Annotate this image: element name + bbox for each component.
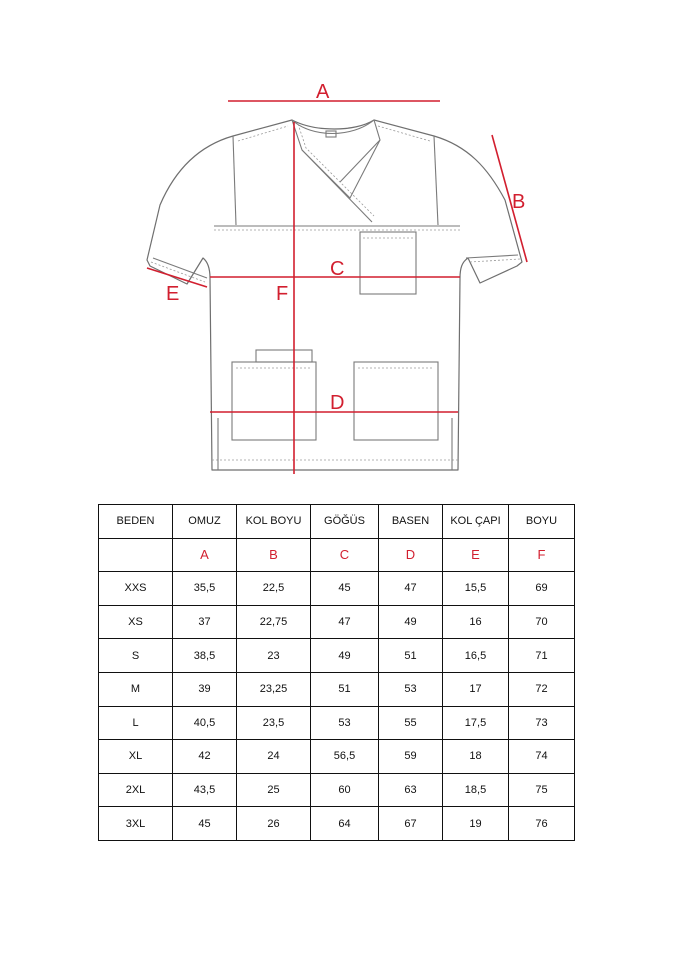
- table-cell: 47: [311, 605, 379, 639]
- header-row: [99, 505, 575, 539]
- measure-label-b: B: [512, 191, 526, 213]
- table-cell: 40,5: [173, 706, 237, 740]
- table-cell: 23,25: [237, 672, 311, 706]
- table-cell: 16,5: [443, 639, 509, 673]
- table-cell: 49: [311, 639, 379, 673]
- table-cell: 49: [379, 605, 443, 639]
- table-cell: 17: [443, 672, 509, 706]
- table-cell: 75: [509, 773, 575, 807]
- table-cell: 25: [237, 773, 311, 807]
- letter-row: [99, 538, 575, 572]
- measure-label-a: A: [316, 81, 330, 103]
- table-cell: 15,5: [443, 572, 509, 606]
- table-cell: 60: [311, 773, 379, 807]
- table-cell: L: [99, 706, 173, 740]
- table-cell: 63: [379, 773, 443, 807]
- table-cell: 53: [379, 672, 443, 706]
- table-cell: 56,5: [311, 740, 379, 774]
- table-cell: 18,5: [443, 773, 509, 807]
- table-cell: 42: [173, 740, 237, 774]
- table-cell: 22,75: [237, 605, 311, 639]
- header-cell: BOYU: [509, 505, 575, 539]
- header-cell: BEDEN: [99, 505, 173, 539]
- table-cell: 2XL: [99, 773, 173, 807]
- letter-cell: [99, 538, 173, 572]
- table-cell: XXS: [99, 572, 173, 606]
- table-cell: 35,5: [173, 572, 237, 606]
- header-cell: KOL BOYU: [237, 505, 311, 539]
- table-cell: 51: [311, 672, 379, 706]
- table-row: [99, 807, 575, 841]
- table-cell: 45: [173, 807, 237, 841]
- letter-cell: B: [237, 538, 311, 572]
- table-row: [99, 706, 575, 740]
- measure-label-c: C: [330, 258, 345, 280]
- table-row: [99, 605, 575, 639]
- table-row: [99, 672, 575, 706]
- table-cell: 19: [443, 807, 509, 841]
- table-cell: 72: [509, 672, 575, 706]
- letter-cell: D: [379, 538, 443, 572]
- letter-cell: A: [173, 538, 237, 572]
- measure-label-f: F: [276, 283, 289, 305]
- measure-label-d: D: [330, 392, 345, 414]
- table-cell: 55: [379, 706, 443, 740]
- table-cell: 43,5: [173, 773, 237, 807]
- table-cell: 23: [237, 639, 311, 673]
- table-cell: 24: [237, 740, 311, 774]
- table-cell: XS: [99, 605, 173, 639]
- table-cell: 17,5: [443, 706, 509, 740]
- table-row: [99, 572, 575, 606]
- table-cell: 70: [509, 605, 575, 639]
- header-cell: GÖĞÜS: [311, 505, 379, 539]
- table-cell: 64: [311, 807, 379, 841]
- table-cell: 76: [509, 807, 575, 841]
- table-cell: XL: [99, 740, 173, 774]
- table-row: [99, 639, 575, 673]
- table-cell: 39: [173, 672, 237, 706]
- table-row: [99, 740, 575, 774]
- table-row: [99, 773, 575, 807]
- measure-label-e: E: [166, 283, 180, 305]
- table-cell: M: [99, 672, 173, 706]
- header-cell: BASEN: [379, 505, 443, 539]
- table-cell: 47: [379, 572, 443, 606]
- garment-outline: [147, 120, 522, 470]
- table-cell: 45: [311, 572, 379, 606]
- header-cell: KOL ÇAPI: [443, 505, 509, 539]
- table-cell: 22,5: [237, 572, 311, 606]
- table-cell: 23,5: [237, 706, 311, 740]
- header-cell: OMUZ: [173, 505, 237, 539]
- letter-cell: C: [311, 538, 379, 572]
- table-cell: 59: [379, 740, 443, 774]
- letter-cell: F: [509, 538, 575, 572]
- letter-cell: E: [443, 538, 509, 572]
- table-cell: 53: [311, 706, 379, 740]
- table-cell: 67: [379, 807, 443, 841]
- table-cell: 3XL: [99, 807, 173, 841]
- size-chart-table: [98, 504, 575, 841]
- table-cell: 71: [509, 639, 575, 673]
- table-cell: 26: [237, 807, 311, 841]
- table-cell: 51: [379, 639, 443, 673]
- table-cell: S: [99, 639, 173, 673]
- table-cell: 37: [173, 605, 237, 639]
- table-cell: 73: [509, 706, 575, 740]
- table-cell: 18: [443, 740, 509, 774]
- table-cell: 16: [443, 605, 509, 639]
- table-cell: 38,5: [173, 639, 237, 673]
- table-cell: 74: [509, 740, 575, 774]
- table-cell: 69: [509, 572, 575, 606]
